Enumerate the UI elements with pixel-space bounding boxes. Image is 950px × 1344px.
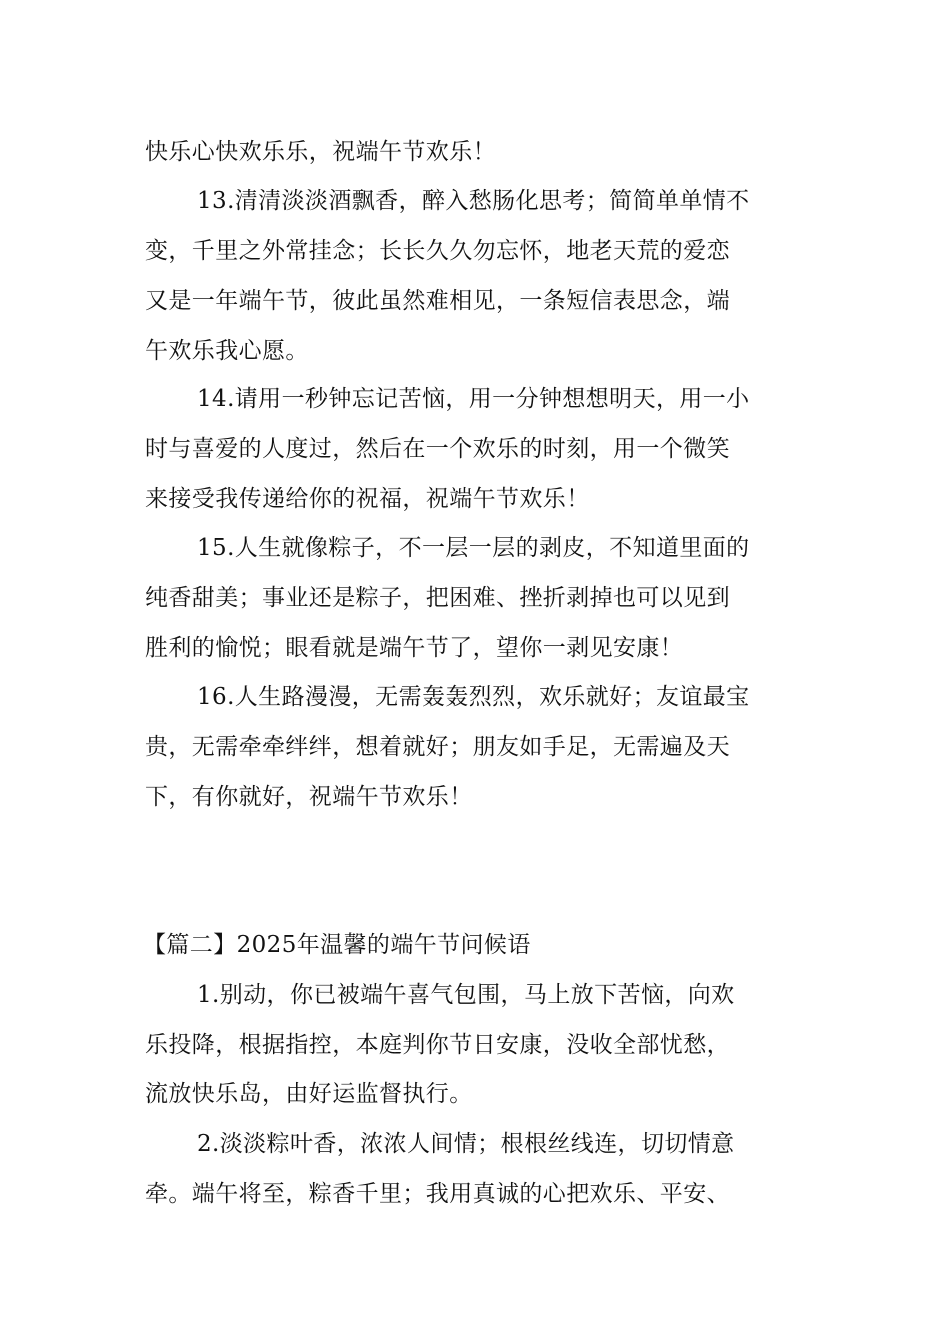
item-14-line-2: 时与喜爱的人度过，然后在一个欢乐的时刻，用一个微笑	[145, 436, 730, 462]
item-1-line-1: 1.别动，你已被端午喜气包围，马上放下苦恼，向欢	[197, 982, 735, 1008]
paragraph-line: 快乐心快欢乐乐，祝端午节欢乐！	[145, 139, 496, 165]
item-2-line-1: 2.淡淡粽叶香，浓浓人间情；根根丝线连，切切情意	[197, 1131, 735, 1157]
item-13-line-1: 13.清清淡淡酒飘香，醉入愁肠化思考；简简单单情不	[197, 188, 750, 214]
item-1-line-3: 流放快乐岛，由好运监督执行。	[145, 1081, 473, 1107]
item-16-line-3: 下，有你就好，祝端午节欢乐！	[145, 784, 473, 810]
item-14-line-1: 14.请用一秒钟忘记苦恼，用一分钟想想明天，用一小	[197, 386, 750, 412]
item-2-line-2: 牵。端午将至，粽香千里；我用真诚的心把欢乐、平安、	[145, 1181, 730, 1207]
item-1-line-2: 乐投降，根据指控，本庭判你节日安康，没收全部忧愁，	[145, 1032, 730, 1058]
item-13-line-2: 变，千里之外常挂念；长长久久勿忘怀，地老天荒的爱恋	[145, 238, 730, 264]
item-13-line-4: 午欢乐我心愿。	[145, 338, 309, 364]
item-13-line-3: 又是一年端午节，彼此虽然难相见，一条短信表思念，端	[145, 288, 730, 314]
item-15-line-3: 胜利的愉悦；眼看就是端午节了，望你一剥见安康！	[145, 635, 684, 661]
section-heading: 【篇二】2025年温馨的端午节问候语	[143, 932, 531, 958]
item-16-line-2: 贵，无需牵牵绊绊，想着就好；朋友如手足，无需遍及天	[145, 734, 730, 760]
item-16-line-1: 16.人生路漫漫，无需轰轰烈烈，欢乐就好；友谊最宝	[197, 684, 750, 710]
item-15-line-2: 纯香甜美；事业还是粽子，把困难、挫折剥掉也可以见到	[145, 585, 730, 611]
item-14-line-3: 来接受我传递给你的祝福，祝端午节欢乐！	[145, 486, 590, 512]
item-15-line-1: 15.人生就像粽子，不一层一层的剥皮，不知道里面的	[197, 535, 750, 561]
